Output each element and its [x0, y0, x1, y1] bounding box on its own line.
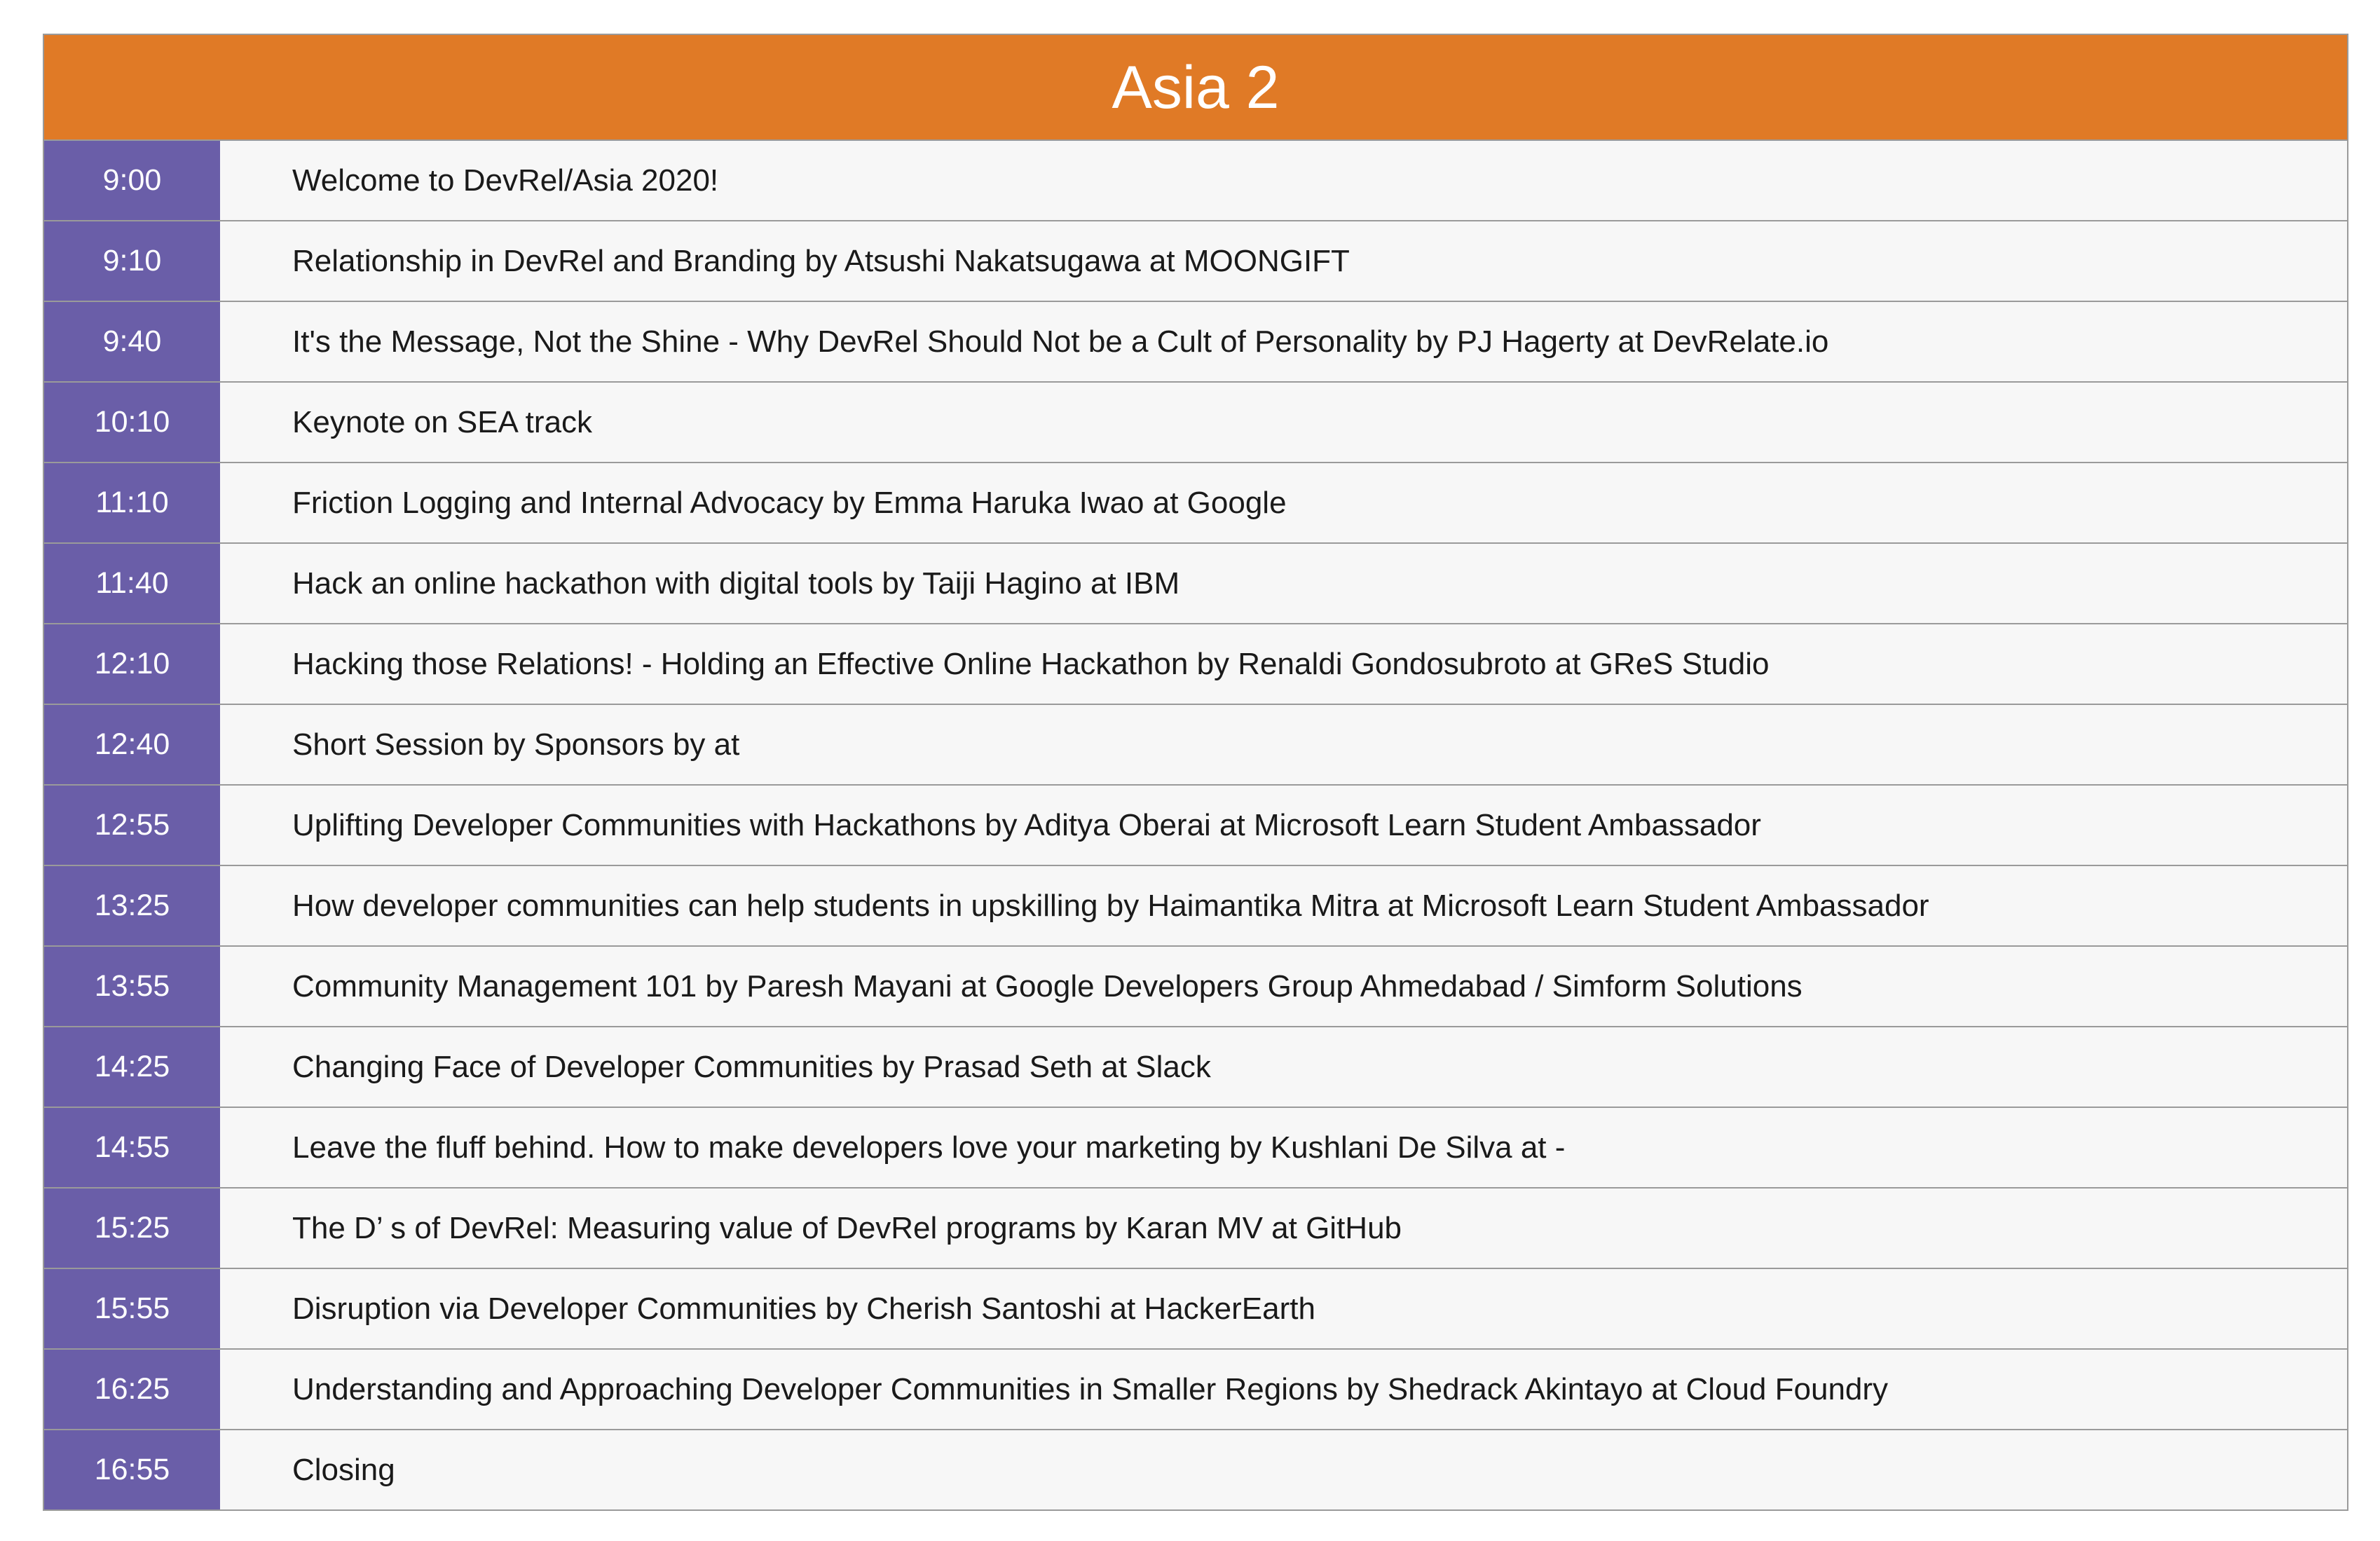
session-row	[44, 786, 2347, 866]
session-title: Relationship in DevRel and Branding by Atsushi Nakatsugawa at MOONGIFT	[292, 243, 1350, 278]
session-row	[44, 1108, 2347, 1189]
session-row	[44, 383, 2347, 463]
session-title: Welcome to DevRel/Asia 2020!	[292, 163, 719, 198]
schedule-table	[43, 34, 2348, 1511]
session-time: 16:55	[44, 1430, 220, 1509]
session-row	[44, 1027, 2347, 1108]
session-row	[44, 463, 2347, 544]
session-time: 12:10	[44, 624, 220, 704]
session-title: Community Management 101 by Paresh Mayani at Google Developers Group Ahmedabad / Simform Solutions	[292, 968, 1803, 1004]
session-title: Leave the fluff behind. How to make developers love your marketing by Kushlani De Silva at -	[292, 1130, 1566, 1165]
session-time: 9:00	[44, 141, 220, 220]
session-time: 16:25	[44, 1350, 220, 1429]
session-time: 14:25	[44, 1027, 220, 1107]
session-row	[44, 141, 2347, 221]
session-title: Closing	[292, 1452, 395, 1487]
session-title: Disruption via Developer Communities by Cherish Santoshi at HackerEarth	[292, 1291, 1315, 1326]
session-title: How developer communities can help students in upskilling by Haimantika Mitra at Microsoft Learn Student Ambassador	[292, 888, 1929, 923]
session-row	[44, 624, 2347, 705]
session-time: 11:40	[44, 544, 220, 623]
session-row	[44, 947, 2347, 1027]
session-row	[44, 866, 2347, 947]
session-time: 15:25	[44, 1189, 220, 1268]
session-title: Hacking those Relations! - Holding an Effective Online Hackathon by Renaldi Gondosubroto at GReS Studio	[292, 646, 1770, 681]
session-time: 15:55	[44, 1269, 220, 1348]
session-time: 11:10	[44, 463, 220, 542]
session-time: 9:10	[44, 221, 220, 301]
session-time: 9:40	[44, 302, 220, 381]
session-row	[44, 1430, 2347, 1509]
session-title: The D’ s of DevRel: Measuring value of DevRel programs by Karan MV at GitHub	[292, 1210, 1402, 1245]
session-title: Friction Logging and Internal Advocacy by Emma Haruka Iwao at Google	[292, 485, 1287, 520]
session-row	[44, 1269, 2347, 1350]
session-row	[44, 544, 2347, 624]
session-row	[44, 1189, 2347, 1269]
session-time: 10:10	[44, 383, 220, 462]
session-time: 13:55	[44, 947, 220, 1026]
schedule-title: Asia 2	[1112, 53, 1280, 121]
session-title: Keynote on SEA track	[292, 404, 593, 439]
session-time: 12:40	[44, 705, 220, 784]
session-time: 13:25	[44, 866, 220, 945]
session-title: Understanding and Approaching Developer Communities in Smaller Regions by Shedrack Akintayo at Cloud Foundry	[292, 1371, 1889, 1406]
session-row	[44, 302, 2347, 383]
session-time: 12:55	[44, 786, 220, 865]
session-title: It's the Message, Not the Shine - Why DevRel Should Not be a Cult of Personality by PJ Hagerty at DevRelate.io	[292, 324, 1829, 359]
session-title: Short Session by Sponsors by at	[292, 727, 740, 762]
schedule-header	[44, 35, 2347, 141]
session-title: Uplifting Developer Communities with Hackathons by Aditya Oberai at Microsoft Learn Student Ambassador	[292, 807, 1761, 842]
session-time: 14:55	[44, 1108, 220, 1187]
session-row	[44, 705, 2347, 786]
session-row	[44, 1350, 2347, 1430]
session-title: Changing Face of Developer Communities by Prasad Seth at Slack	[292, 1049, 1211, 1084]
session-row	[44, 221, 2347, 302]
session-title: Hack an online hackathon with digital tools by Taiji Hagino at IBM	[292, 566, 1180, 601]
